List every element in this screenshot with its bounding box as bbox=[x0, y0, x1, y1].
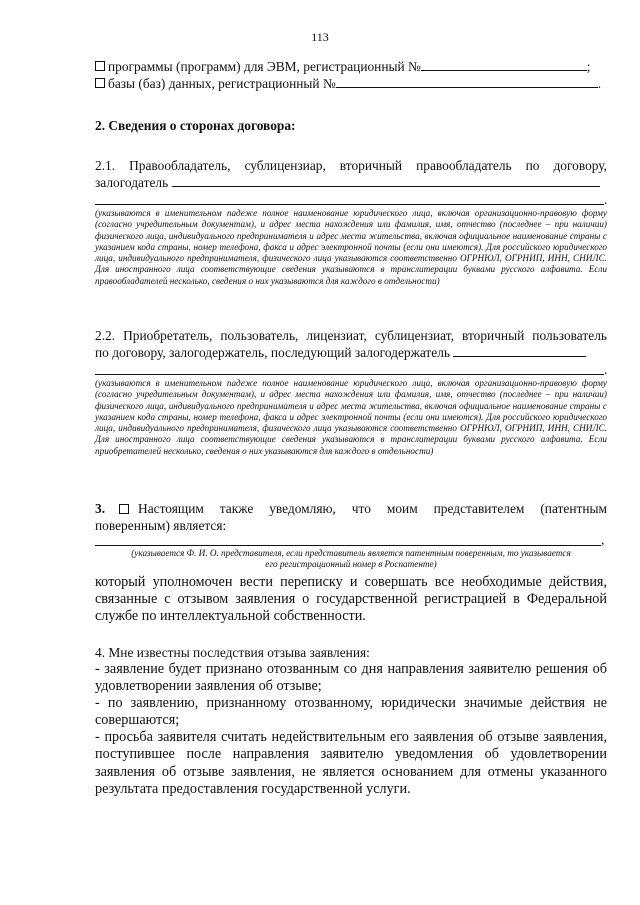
section-3-note-line1: (указывается Ф. И. О. представителя, если представитель является патентным поверенным, то указывается bbox=[131, 548, 571, 558]
section-2-2-line2 bbox=[95, 344, 607, 361]
section-2-1-note: (указываются в именительном падеже полное наименование юридического лица, включая организационно-правовую форму (согласно учредительным документам), и адрес места нахождения или фамилия, имя, отчество (последнее – при наличии) физического лица, индивидуального предпринимателя и адрес места жительства, включая официальное наименование страны с указанием кода страны, номер телефона, факса и адрес электронной почты (если они имеются). Для российского юридического лица, индивидуального предпринимателя, физического лица указываются соответственно ОГРНЮЛ, ОГРНИП, ИНН, СНИЛС. Для иностранного лица соответствующие сведения указываются в транслитерации буквами русского алфавита. Если правообладателей несколько, сведения о них указываются для каждого в отдельности) bbox=[95, 208, 607, 286]
section-3-end-mark: , bbox=[601, 532, 605, 547]
checkbox-representative[interactable] bbox=[119, 504, 129, 514]
checkbox-line-databases bbox=[95, 75, 601, 92]
checkbox-databases-label: базы (баз) данных, регистрационный № bbox=[108, 76, 336, 91]
section-2-2-note: (указываются в именительном падеже полное наименование юридического лица, включая организационно-правовую форму (согласно учредительным документам), и адрес места нахождения или фамилия, имя, отчество (последнее – при наличии) физического лица, индивидуального предпринимателя и адрес места жительства, включая официальное наименование страны с указанием кода страны, номер телефона, факса и адрес электронной почты (если они имеются). Для российского юридического лица, индивидуального предпринимателя, физического лица указываются соответственно ОГРНЮЛ, ОГРНИП, ИНН, СНИЛС. Для иностранного лица соответствующие сведения указываются в транслитерации буквами русского алфавита. Если приобретателей несколько, сведения о них указываются для каждого в отдельности) bbox=[95, 378, 607, 456]
page-number: 113 bbox=[311, 30, 329, 44]
section-2-2-end-mark: . bbox=[604, 362, 608, 377]
section-3 bbox=[95, 500, 607, 534]
checkbox-programs[interactable] bbox=[95, 61, 105, 71]
section-2-1-end-mark: . bbox=[604, 192, 608, 207]
representative-field[interactable] bbox=[95, 545, 601, 546]
rightholder-continuation-line[interactable] bbox=[95, 204, 604, 205]
acquirer-field[interactable] bbox=[453, 344, 586, 357]
section-3-body: который уполномочен вести переписку и совершать все необходимые действия, связанные с отзывом заявления о государственной регистрацией в Федеральной службе по интеллектуальной собственности. bbox=[95, 574, 607, 624]
section-4-list bbox=[95, 661, 607, 798]
section-4-item-3: - просьба заявителя считать недействительным его заявления об отзыве заявления, поступившее после направления заявителю уведомления об удовлетворении заявления об отзыве заявления, не является основанием для отмены указанного результата предоставления государственной услуги. bbox=[95, 729, 607, 797]
section-2-1-line2 bbox=[95, 174, 607, 191]
section-3-note-line2: его регистрационный номер в Роспатенте) bbox=[265, 559, 437, 569]
checkbox-line-programs bbox=[95, 58, 591, 75]
databases-end-mark: . bbox=[597, 76, 602, 91]
programs-end-mark: ; bbox=[586, 59, 591, 74]
section-2-2-line1: 2.2. Приобретатель, пользователь, лицензиат, сублицензиат, вторичный пользователь bbox=[95, 328, 607, 343]
section-4-item-1: - заявление будет признано отозванным со дня направления заявителю решения об удовлетворении заявления об отзыве; bbox=[95, 661, 607, 695]
section-3-text-line2: поверенным) является: bbox=[95, 518, 227, 533]
section-2-1-label: залогодатель bbox=[95, 175, 169, 190]
section-3-number: 3. bbox=[95, 501, 106, 516]
programs-number-field[interactable] bbox=[421, 58, 587, 71]
section-2-2 bbox=[95, 327, 607, 361]
section-2-2-label: по договору, залогодержатель, последующий залогодержатель bbox=[95, 345, 451, 360]
section-3-text-line1: Настоящим также уведомляю, что моим представителем (патентным bbox=[138, 501, 607, 516]
section-4-item-2: - по заявлению, признанному отозванному, юридически значимые действия не совершаются; bbox=[95, 695, 607, 729]
checkbox-databases[interactable] bbox=[95, 78, 105, 88]
section-2-heading: 2. Сведения о сторонах договора: bbox=[95, 118, 296, 133]
checkbox-programs-label: программы (программ) для ЭВМ, регистрационный № bbox=[108, 59, 421, 74]
section-2-1 bbox=[95, 157, 607, 191]
section-2-1-line1: 2.1. Правообладатель, сублицензиар, вторичный правообладатель по договору, bbox=[95, 158, 607, 173]
rightholder-field[interactable] bbox=[172, 174, 600, 187]
section-3-line1 bbox=[95, 500, 607, 517]
databases-number-field[interactable] bbox=[336, 75, 598, 88]
section-4-heading: 4. Мне известны последствия отзыва заявления: bbox=[95, 645, 370, 660]
acquirer-continuation-line[interactable] bbox=[95, 374, 604, 375]
